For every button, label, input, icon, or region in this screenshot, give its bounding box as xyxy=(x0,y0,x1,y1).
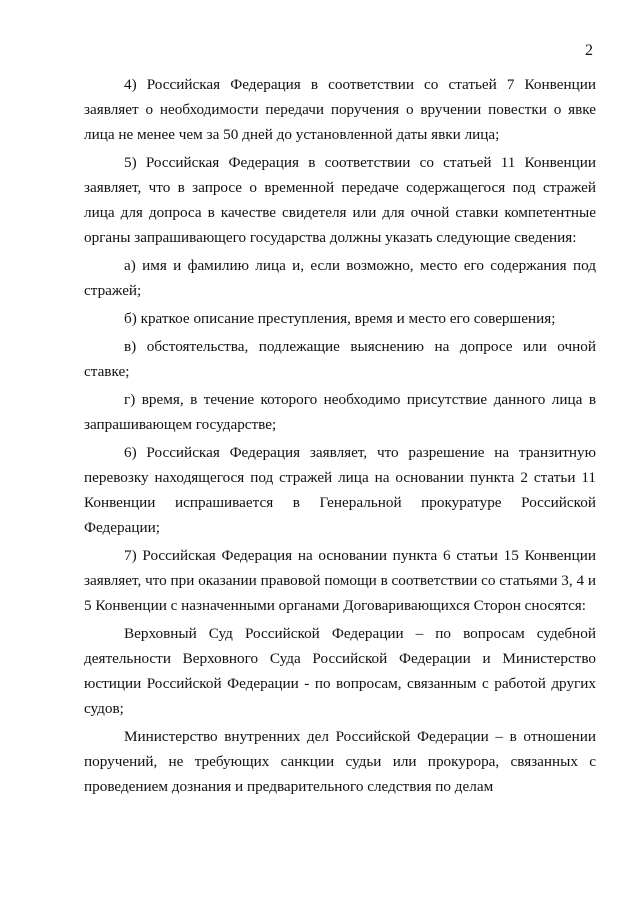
document-body xyxy=(84,72,596,802)
paragraph-supreme-court: Верховный Суд Российской Федерации – по вопросам судебной деятельности Верховного Суда Российской Федерации и Министерство юстиции Российской Федерации - по вопросам, связанным с работой других судов; xyxy=(84,625,596,717)
paragraph-item-7: 7) Российская Федерация на основании пункта 6 статьи 15 Конвенции заявляет, что при оказании правовой помощи в соответствии со статьями 3, 4 и 5 Конвенции с назначенными органами Договаривающихся Сторон сносятся: xyxy=(84,547,596,614)
paragraph-item-4: 4) Российская Федерация в соответствии со статьей 7 Конвенции заявляет о необходимости передачи поручения о вручении повестки о явке лица не менее чем за 50 дней до установленной даты явки лица; xyxy=(84,76,596,143)
paragraph-item-5: 5) Российская Федерация в соответствии со статьей 11 Конвенции заявляет, что в запросе о временной передаче содержащегося под стражей лица для допроса в качестве свидетеля или для очной ставки компетентные органы запрашивающего государства должны указать следующие сведения: xyxy=(84,154,596,246)
paragraph-interior-ministry: Министерство внутренних дел Российской Федерации – в отношении поручений, не требующих санкции судьи или прокурора, связанных с проведением дознания и предварительного следствия по делам xyxy=(84,728,596,795)
subitem-b: б) краткое описание преступления, время и место его совершения; xyxy=(124,310,556,327)
page-number: 2 xyxy=(585,42,593,59)
paragraph-item-6: 6) Российская Федерация заявляет, что разрешение на транзитную перевозку находящегося под стражей лица на основании пункта 2 статьи 11 Конвенции испрашивается в Генеральной прокуратуре Российской Федерации; xyxy=(84,444,596,536)
subitem-v: в) обстоятельства, подлежащие выяснению на допросе или очной ставке; xyxy=(84,338,596,380)
subitem-g: г) время, в течение которого необходимо присутствие данного лица в запрашивающем государстве; xyxy=(84,391,596,433)
subitem-a: а) имя и фамилию лица и, если возможно, место его содержания под стражей; xyxy=(84,257,596,299)
